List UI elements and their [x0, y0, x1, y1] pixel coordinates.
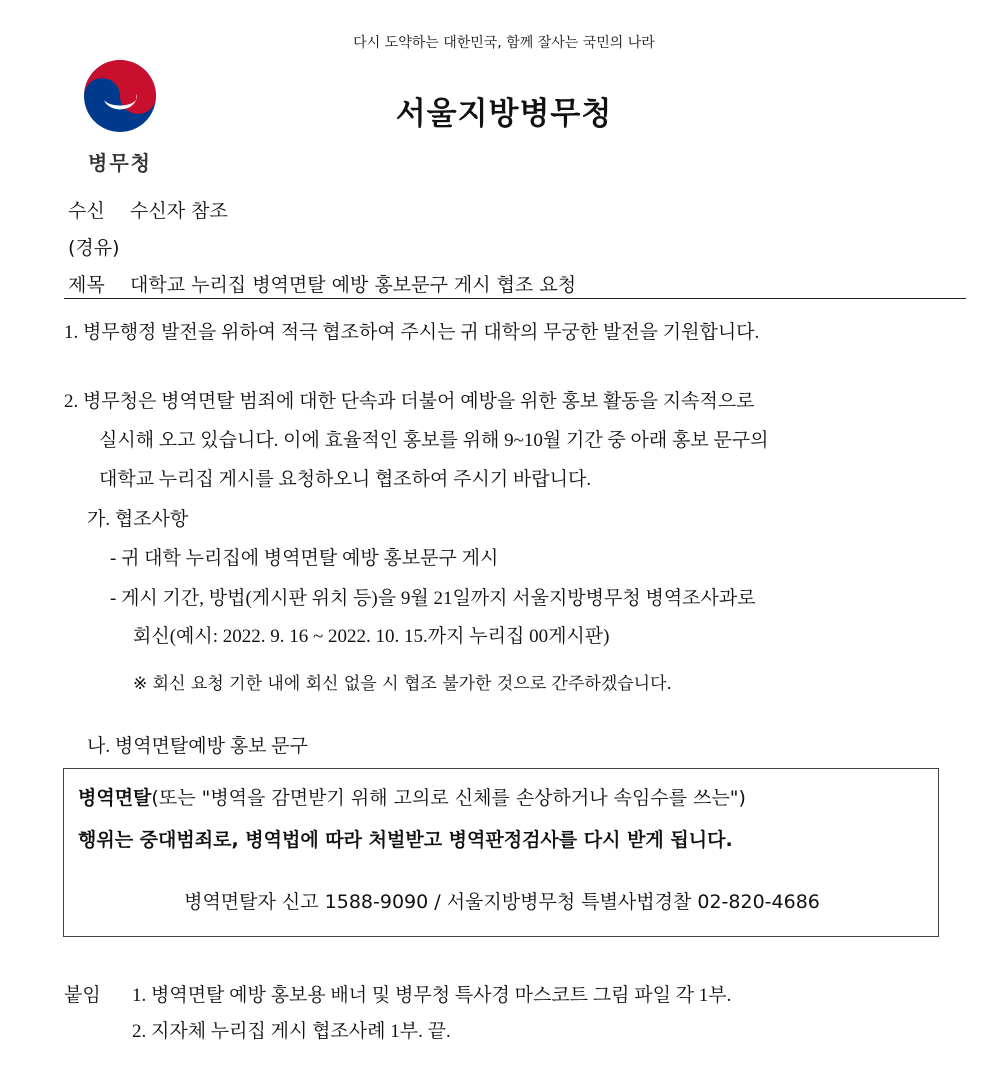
promo-report-contact: 병역면탈자 신고 1588-9090 / 서울지방병무청 특별사법경찰 02-820-4686	[184, 891, 820, 913]
subject-row	[68, 270, 576, 297]
paragraph-2-line-1: 2. 병무청은 병역면탈 범죄에 대한 단속과 더불어 예방을 위한 홍보 활동을 지속적으로	[64, 391, 755, 412]
section-ga-heading: 가. 협조사항	[87, 509, 189, 530]
recipient-value: 수신자 참조	[130, 200, 228, 222]
paragraph-1: 1. 병무행정 발전을 위하여 적극 협조하여 주시는 귀 대학의 무궁한 발전을 기원합니다.	[64, 322, 760, 343]
ga-item-2-line-1: - 게시 기간, 방법(게시판 위치 등)을 9월 21일까지 서울지방병무청 병역조사과로	[110, 588, 756, 609]
promo-line-1-rest: (또는 "병역을 감면받기 위해 고의로 신체를 손상하거나 속임수를 쓰는")	[151, 787, 746, 809]
attachment-label: 붙임	[64, 985, 101, 1006]
attachment-item-2: 2. 지자체 누리집 게시 협조사례 1부. 끝.	[132, 1021, 451, 1042]
promo-message-box	[63, 768, 939, 937]
subject-label: 제목	[68, 274, 105, 296]
ga-note: ※ 회신 요청 기한 내에 회신 없을 시 협조 불가한 것으로 간주하겠습니다.	[133, 674, 672, 694]
ga-item-2-line-2: 회신(예시: 2022. 9. 16 ~ 2022. 10. 15.까지 누리집 00게시판)	[133, 626, 610, 647]
recipient-row	[68, 196, 228, 223]
paragraph-2-line-2: 실시해 오고 있습니다. 이에 효율적인 홍보를 위해 9~10월 기간 중 아래 홍보 문구의	[99, 430, 769, 451]
via-row: (경유)	[68, 237, 120, 259]
promo-line-2: 행위는 중대범죄로, 병역법에 따라 처벌받고 병역판정검사를 다시 받게 됩니다.	[78, 829, 733, 851]
recipient-label: 수신	[68, 200, 105, 222]
paragraph-2-line-3: 대학교 누리집 게시를 요청하오니 협조하여 주시기 바랍니다.	[99, 469, 592, 490]
subject-value: 대학교 누리집 병역면탈 예방 홍보문구 게시 협조 요청	[130, 274, 577, 296]
logo-text: 병무청	[88, 151, 152, 175]
header-slogan: 다시 도약하는 대한민국, 함께 잘사는 국민의 나라	[353, 35, 655, 51]
ga-item-1: - 귀 대학 누리집에 병역면탈 예방 홍보문구 게시	[110, 548, 499, 569]
promo-line-1	[78, 783, 746, 810]
document-title: 서울지방병무청	[395, 96, 613, 132]
attachment-item-1: 1. 병역면탈 예방 홍보용 배너 및 병무청 특사경 마스코트 그림 파일 각 1부.	[132, 985, 732, 1006]
section-na-heading: 나. 병역면탈예방 홍보 문구	[87, 736, 308, 757]
subject-divider	[64, 298, 966, 299]
promo-bold-term: 병역면탈	[78, 787, 152, 809]
